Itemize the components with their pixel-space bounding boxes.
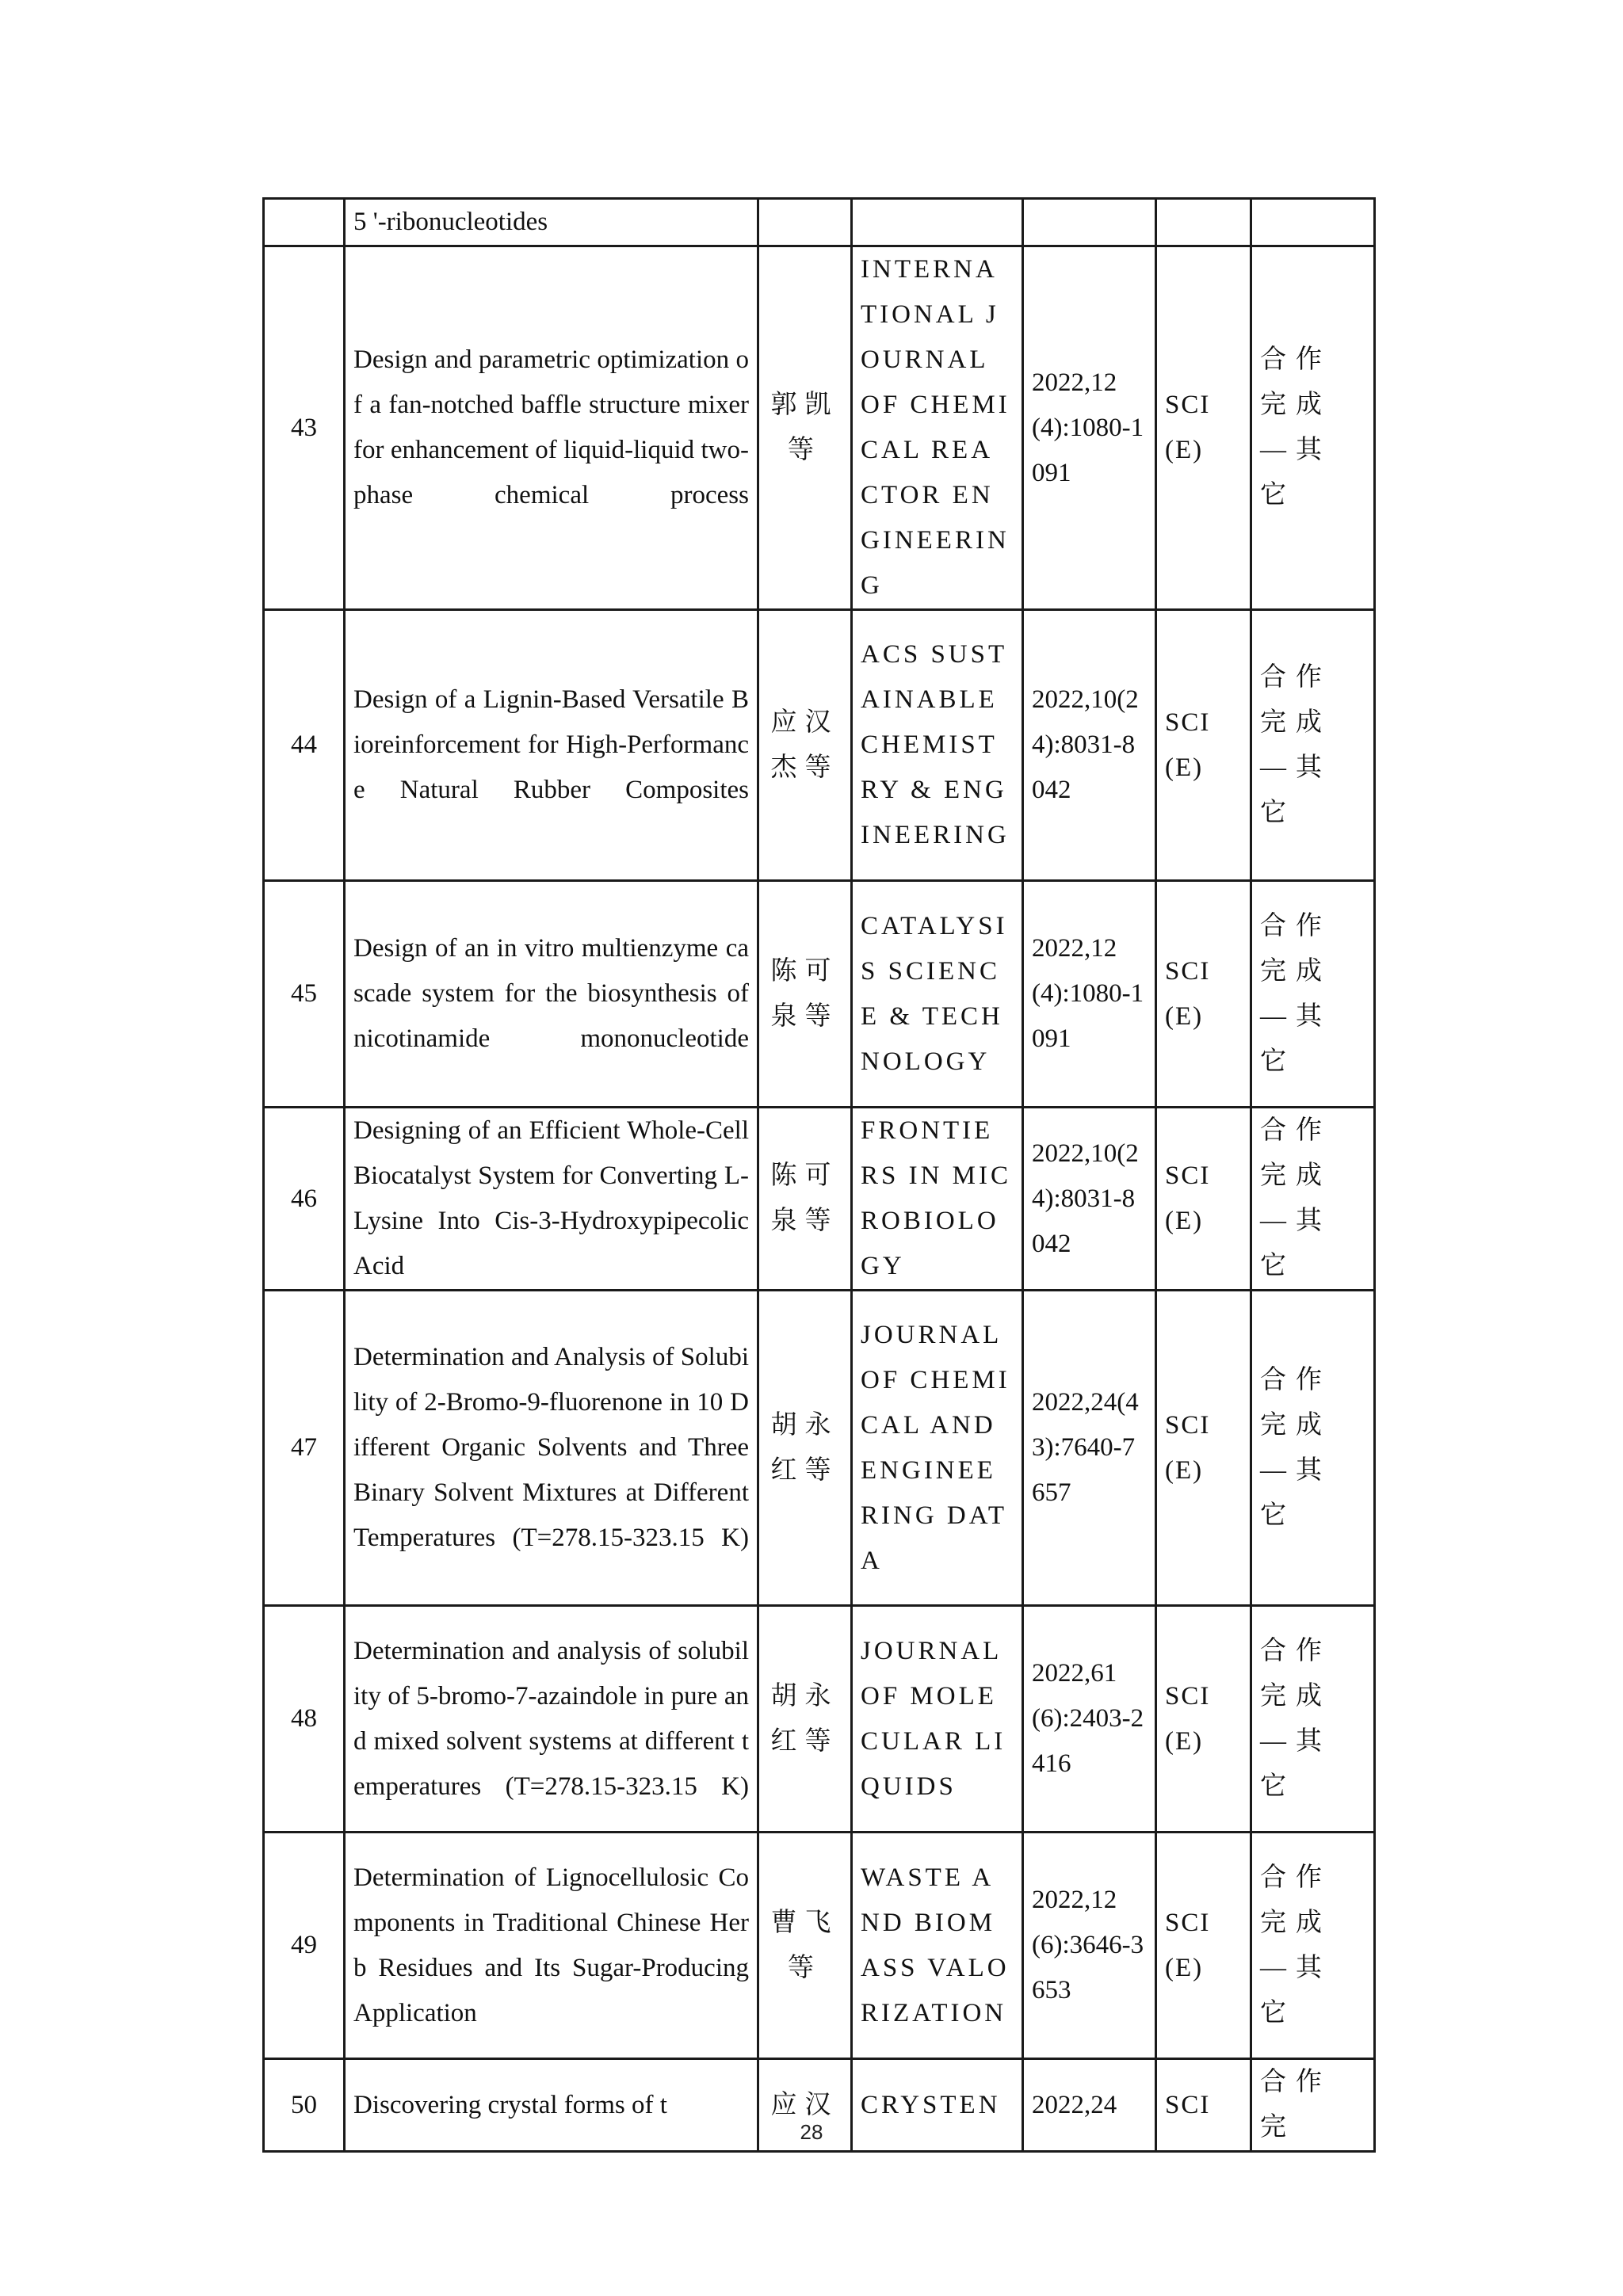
table-row: [264, 246, 1375, 610]
category-cell: SCI(E): [1156, 610, 1251, 881]
journal-cell: CATALYSIS SCIENCE & TECHNOLOGY: [852, 881, 1023, 1108]
author-cell: 陈可泉等: [758, 1108, 852, 1291]
type-cell: 合作完成—其它: [1251, 610, 1375, 881]
author-cell: 胡永红等: [758, 1291, 852, 1606]
type-cell: 合作完成—其它: [1251, 1108, 1375, 1291]
author-cell: 郭凯等: [758, 246, 852, 610]
paper-title-cell: Design of an in vitro multienzyme cascade system for the biosynthesis of nicotinamide mononucleotide: [345, 881, 758, 1108]
table-row: [264, 610, 1375, 881]
type-cell: 合作完成—其它: [1251, 1291, 1375, 1606]
paper-title-cell: Determination and Analysis of Solubility of 2-Bromo-9-fluorenone in 10 Different Organic Solvents and Three Binary Solvent Mixtures at Different Temperatures (T=278.15-323.15 K): [345, 1291, 758, 1606]
table-row: [264, 1291, 1375, 1606]
journal-cell: FRONTIERS IN MICROBIOLOGY: [852, 1108, 1023, 1291]
category-cell: SCI(E): [1156, 1291, 1251, 1606]
author-cell: 陈可泉等: [758, 881, 852, 1108]
author-cell: 应汉杰等: [758, 610, 852, 881]
category-cell: SCI(E): [1156, 246, 1251, 610]
table-row-continuation: [264, 199, 1375, 246]
paper-title-cell: 5 '-ribonucleotides: [345, 199, 758, 246]
row-number-cell: 48: [264, 1606, 345, 1833]
row-number-cell: [264, 199, 345, 246]
page-number: 28: [800, 2120, 823, 2144]
paper-title-cell: Design of a Lignin-Based Versatile Bioreinforcement for High-Performance Natural Rubber Composites: [345, 610, 758, 881]
row-number-cell: 43: [264, 246, 345, 610]
type-cell: 合作完成—其它: [1251, 246, 1375, 610]
row-number-cell: 46: [264, 1108, 345, 1291]
row-number-cell: 44: [264, 610, 345, 881]
author-cell: [758, 199, 852, 246]
paper-title-cell: Determination of Lignocellulosic Components in Traditional Chinese Herb Residues and Its Sugar-Producing Application: [345, 1833, 758, 2059]
volume-cell: 2022,61(6):2403-2416: [1023, 1606, 1156, 1833]
journal-cell: ACS SUSTAINABLE CHEMISTRY & ENGINEERING: [852, 610, 1023, 881]
volume-cell: [1023, 199, 1156, 246]
type-cell: 合作完成—其它: [1251, 1606, 1375, 1833]
table-row: [264, 1833, 1375, 2059]
row-number-cell: 50: [264, 2059, 345, 2152]
type-cell: [1251, 199, 1375, 246]
table-row: [264, 1108, 1375, 1291]
volume-cell: 2022,10(24):8031-8042: [1023, 1108, 1156, 1291]
journal-cell: JOURNAL OF CHEMICAL AND ENGINEERING DATA: [852, 1291, 1023, 1606]
row-number-cell: 49: [264, 1833, 345, 2059]
table-row: [264, 881, 1375, 1108]
paper-title-cell: Design and parametric optimization of a fan-notched baffle structure mixer for enhancement of liquid-liquid two-phase chemical process: [345, 246, 758, 610]
paper-title-cell: Determination and analysis of solubility of 5-bromo-7-azaindole in pure and mixed solvent systems at different temperatures (T=278.15-323.15 K): [345, 1606, 758, 1833]
journal-cell: CRYSTEN: [852, 2059, 1023, 2152]
author-cell: 曹飞等: [758, 1833, 852, 2059]
category-cell: [1156, 199, 1251, 246]
category-cell: SCI(E): [1156, 1606, 1251, 1833]
journal-cell: WASTE AND BIOMASS VALORIZATION: [852, 1833, 1023, 2059]
volume-cell: 2022,10(24):8031-8042: [1023, 610, 1156, 881]
paper-title-cell: Designing of an Efficient Whole-Cell Biocatalyst System for Converting L-Lysine Into Cis-3-Hydroxypipecolic Acid: [345, 1108, 758, 1291]
volume-cell: 2022,24: [1023, 2059, 1156, 2152]
table-row: [264, 1606, 1375, 1833]
volume-cell: 2022,12(6):3646-3653: [1023, 1833, 1156, 2059]
category-cell: SCI(E): [1156, 881, 1251, 1108]
row-number-cell: 45: [264, 881, 345, 1108]
category-cell: SCI(E): [1156, 1833, 1251, 2059]
volume-cell: 2022,12(4):1080-1091: [1023, 246, 1156, 610]
type-cell: 合作完成—其它: [1251, 1833, 1375, 2059]
category-cell: SCI(E): [1156, 1108, 1251, 1291]
author-cell: 胡永红等: [758, 1606, 852, 1833]
journal-cell: [852, 199, 1023, 246]
category-cell: SCI: [1156, 2059, 1251, 2152]
publication-table: [262, 197, 1376, 2153]
row-number-cell: 47: [264, 1291, 345, 1606]
volume-cell: 2022,24(43):7640-7657: [1023, 1291, 1156, 1606]
volume-cell: 2022,12(4):1080-1091: [1023, 881, 1156, 1108]
author-cell: 应汉: [758, 2059, 852, 2152]
paper-title-cell: Discovering crystal forms of t: [345, 2059, 758, 2152]
journal-cell: JOURNAL OF MOLECULAR LIQUIDS: [852, 1606, 1023, 1833]
journal-cell: INTERNATIONAL JOURNAL OF CHEMICAL REACTOR ENGINEERING: [852, 246, 1023, 610]
type-cell: 合作完成—其它: [1251, 881, 1375, 1108]
type-cell: 合作完: [1251, 2059, 1375, 2152]
